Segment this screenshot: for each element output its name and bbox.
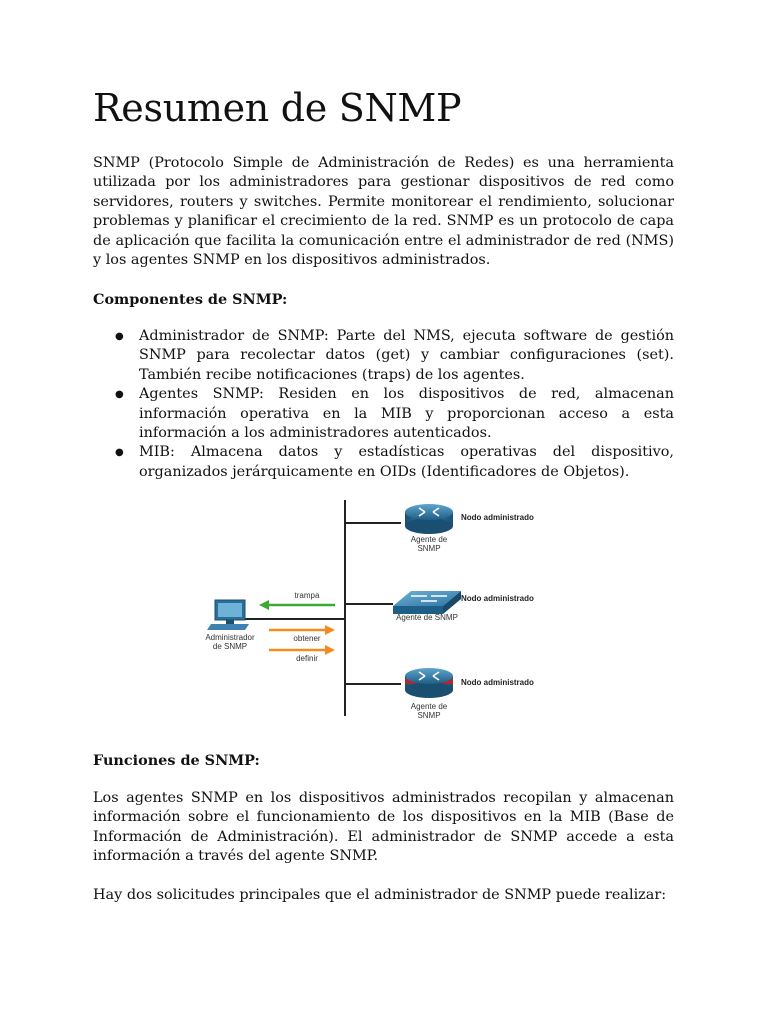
requests-paragraph: Hay dos solicitudes principales que el administrador de SNMP puede realizar:: [93, 887, 667, 903]
snmp-diagram: [93, 488, 670, 728]
node-label-1: Nodo administrado: [461, 513, 534, 522]
router-icon: [405, 504, 453, 534]
agent-label-3b: SNMP: [417, 711, 441, 720]
secure-router-icon: [405, 668, 453, 698]
list-item: ● Agentes SNMP: Residen en los dispositivos de red, almacenan información operativa en la MIB y proporcionan acceso a esta información a los administradores autenticados.: [93, 385, 674, 443]
manager-label-b: de SNMP: [212, 642, 248, 651]
get-label: obtener: [293, 634, 321, 643]
list-item: ● MIB: Almacena datos y estadísticas operativas del dispositivo, organizados jerárquicamente en OIDs (Identificadores de Objetos).: [93, 443, 674, 482]
functions-heading: Funciones de SNMP:: [93, 752, 260, 769]
manager-label: Administrador: [205, 633, 255, 642]
agent-label-1: Agente de: [410, 535, 448, 544]
agent-label-3: Agente de: [410, 702, 448, 711]
page-title: Resumen de SNMP: [93, 86, 462, 130]
functions-paragraph: Los agentes SNMP en los dispositivos administrados recopilan y almacenan información sobre el funcionamiento de los dispositivos en la MIB (Base de Información de Administración). El administrador de SNMP accede a esta información a través del agente SNMP.: [93, 790, 674, 865]
components-heading: Componentes de SNMP:: [93, 291, 288, 308]
node-label-2: Nodo administrado: [461, 594, 534, 603]
agent-label-1b: SNMP: [417, 544, 441, 553]
set-label: definir: [296, 654, 318, 663]
list-item: ● Administrador de SNMP: Parte del NMS, ejecuta software de gestión SNMP para recolectar datos (get) y cambiar configuraciones (set). También recibe notificaciones (traps) de los agentes.: [93, 327, 674, 385]
trap-label: trampa: [294, 591, 320, 600]
node-label-3: Nodo administrado: [461, 678, 534, 687]
components-list: [93, 327, 674, 482]
agent-label-2: Agente de SNMP: [396, 613, 458, 622]
intro-paragraph: SNMP (Protocolo Simple de Administración de Redes) es una herramienta utilizada por los administradores para gestionar dispositivos de red como servidores, routers y switches. Permite monitorear el rendimiento, solucionar problemas y planificar el crecimiento de la red. SNMP es un protocolo de capa de aplicación que facilita la comunicación entre el administrador de red (NMS) y los agentes SNMP en los dispositivos administrados.: [93, 155, 674, 269]
